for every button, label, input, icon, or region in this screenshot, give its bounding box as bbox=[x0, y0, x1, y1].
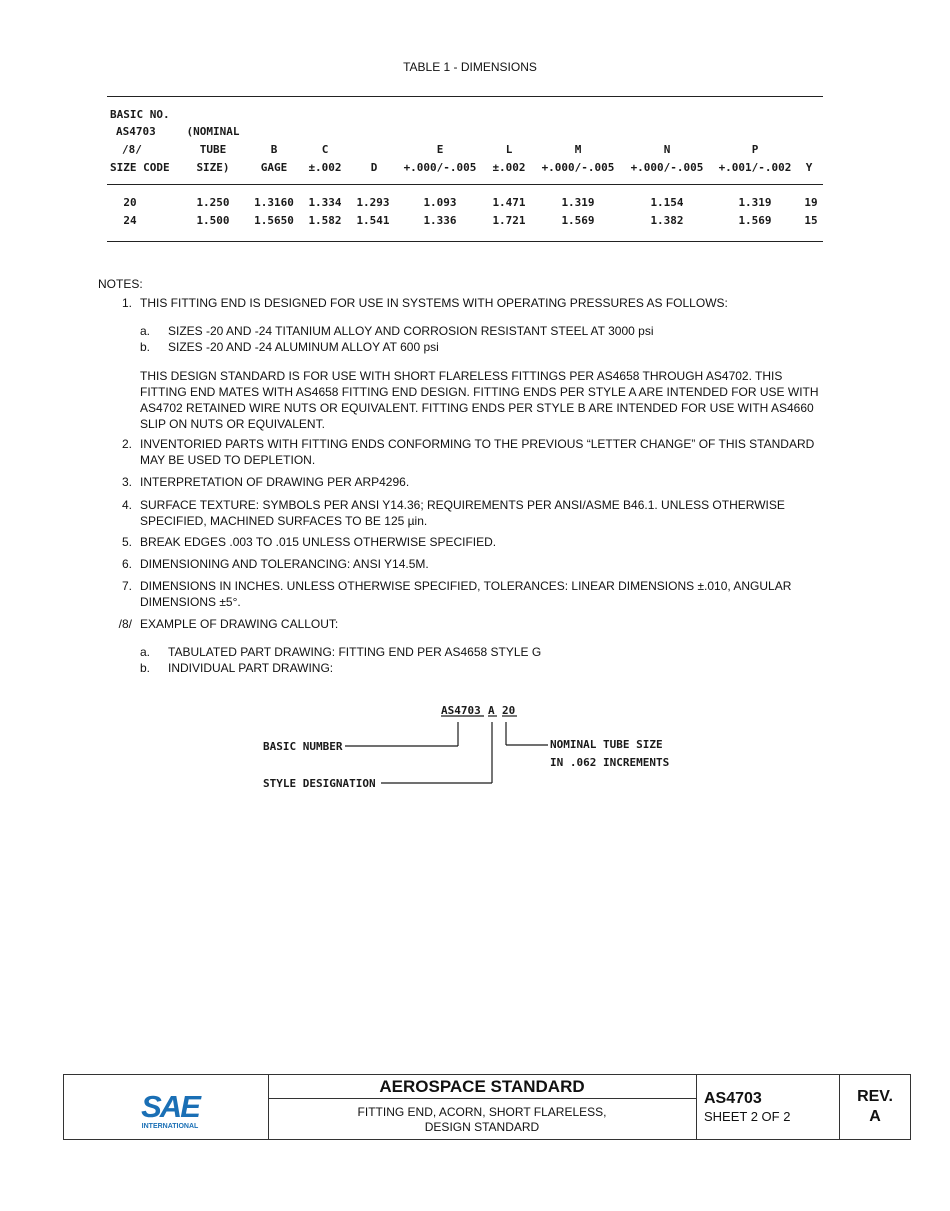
notes-heading: NOTES: bbox=[98, 277, 143, 291]
table-cell: 1.582 bbox=[308, 214, 342, 227]
header-n: N bbox=[663, 143, 671, 156]
title-block-divider bbox=[696, 1075, 697, 1139]
callout-size-code: 20 bbox=[502, 704, 516, 717]
table-top-rule bbox=[107, 96, 823, 97]
table-cell: 1.319 bbox=[738, 196, 772, 209]
table-cell: 1.334 bbox=[308, 196, 342, 209]
note-sub-letter: a. bbox=[140, 324, 151, 338]
note-3: INTERPRETATION OF DRAWING PER ARP4296. bbox=[140, 475, 410, 489]
table-cell: 1.471 bbox=[492, 196, 526, 209]
header-l: L bbox=[505, 143, 513, 156]
note-6: DIMENSIONING AND TOLERANCING: ANSI Y14.5M. bbox=[140, 557, 429, 571]
table-cell: 1.3160 bbox=[254, 196, 294, 209]
note-number: 5. bbox=[121, 535, 132, 549]
header-b: B bbox=[270, 143, 278, 156]
note-sub-letter: a. bbox=[140, 645, 151, 659]
header-l-tol: ±.002 bbox=[492, 161, 526, 174]
table-title: TABLE 1 - DIMENSIONS bbox=[403, 60, 537, 74]
note-7: DIMENSIONS IN INCHES. UNLESS OTHERWISE SPECIFIED, TOLERANCES: LINEAR DIMENSIONS ±.010, ANGULAR DIMENSIONS ±5°. bbox=[140, 579, 792, 609]
note-4: SURFACE TEXTURE: SYMBOLS PER ANSI Y14.36; REQUIREMENTS PER ANSI/ASME B46.1. UNLESS OTHERWISE SPECIFIED, MACHINED SURFACES TO BE 125 µin. bbox=[140, 498, 785, 528]
note-number: 1. bbox=[121, 296, 132, 310]
note-number: 3. bbox=[121, 475, 132, 489]
callout-nominal-l2: IN .062 INCREMENTS bbox=[550, 756, 670, 769]
document-number: AS4703 bbox=[704, 1090, 762, 1107]
header-nominal-l2: TUBE bbox=[199, 143, 227, 156]
table-bottom-rule bbox=[107, 241, 823, 242]
note-sub-letter: b. bbox=[140, 340, 151, 354]
header-y: Y bbox=[805, 161, 813, 174]
header-basic-l1: BASIC NO. bbox=[110, 108, 170, 121]
callout-nominal-l1: NOMINAL TUBE SIZE bbox=[550, 738, 663, 751]
callout-diagram bbox=[255, 700, 695, 800]
subtitle-line-1: FITTING END, ACORN, SHORT FLARELESS, bbox=[357, 1105, 607, 1119]
table-cell: 1.541 bbox=[356, 214, 390, 227]
title-block bbox=[63, 1074, 911, 1140]
table-cell: 20 bbox=[123, 196, 137, 209]
note-number: 4. bbox=[121, 498, 132, 512]
title-block-title: AEROSPACE STANDARD bbox=[379, 1077, 585, 1096]
header-p: P bbox=[751, 143, 759, 156]
table-header-rule bbox=[107, 184, 823, 185]
table-cell: 1.154 bbox=[650, 196, 684, 209]
table-cell: 1.336 bbox=[423, 214, 457, 227]
note-1a: SIZES -20 AND -24 TITANIUM ALLOY AND CORROSION RESISTANT STEEL AT 3000 psi bbox=[168, 324, 654, 338]
note-8a: TABULATED PART DRAWING: FITTING END PER AS4658 STYLE G bbox=[168, 645, 542, 659]
note-number: 2. bbox=[121, 437, 132, 451]
table-cell: 1.250 bbox=[196, 196, 230, 209]
sae-logo bbox=[134, 1087, 206, 1131]
note-number: /8/ bbox=[118, 617, 132, 631]
table-cell: 19 bbox=[804, 196, 818, 209]
note-5: BREAK EDGES .003 TO .015 UNLESS OTHERWISE SPECIFIED. bbox=[140, 535, 497, 549]
callout-style-letter: A bbox=[488, 704, 495, 717]
sae-logo-text: SAE bbox=[141, 1089, 199, 1124]
table-cell: 24 bbox=[123, 214, 137, 227]
table-cell: 1.569 bbox=[561, 214, 595, 227]
note-8: EXAMPLE OF DRAWING CALLOUT: bbox=[140, 617, 339, 631]
header-nominal-l1: (NOMINAL bbox=[186, 125, 240, 138]
table-cell: 1.500 bbox=[196, 214, 230, 227]
note-sub-letter: b. bbox=[140, 661, 151, 675]
revision-value: A bbox=[869, 1108, 881, 1125]
callout-basic-number: BASIC NUMBER bbox=[263, 740, 343, 753]
header-basic-l2: AS4703 bbox=[116, 125, 156, 138]
revision bbox=[839, 1087, 911, 1127]
header-c-tol: ±.002 bbox=[308, 161, 342, 174]
callout-part-number: AS4703 bbox=[441, 704, 481, 717]
header-n-tol: +.000/-.005 bbox=[630, 161, 704, 174]
title-block-divider bbox=[268, 1098, 696, 1099]
note-1: THIS FITTING END IS DESIGNED FOR USE IN SYSTEMS WITH OPERATING PRESSURES AS FOLLOWS: bbox=[140, 296, 728, 310]
header-e-tol: +.000/-.005 bbox=[403, 161, 477, 174]
subtitle-line-2: DESIGN STANDARD bbox=[424, 1120, 540, 1134]
table-cell: 1.721 bbox=[492, 214, 526, 227]
table-cell: 1.319 bbox=[561, 196, 595, 209]
header-b-gage: GAGE bbox=[260, 161, 288, 174]
table-cell: 15 bbox=[804, 214, 818, 227]
sheet-number: SHEET 2 OF 2 bbox=[704, 1109, 791, 1124]
header-m-tol: +.000/-.005 bbox=[541, 161, 615, 174]
revision-label: REV. bbox=[857, 1088, 893, 1105]
header-p-tol: +.001/-.002 bbox=[718, 161, 792, 174]
note-2: INVENTORIED PARTS WITH FITTING ENDS CONFORMING TO THE PREVIOUS “LETTER CHANGE” OF THIS STANDARD MAY BE USED TO DEPLETION. bbox=[140, 437, 815, 467]
table-cell: 1.293 bbox=[356, 196, 390, 209]
header-basic-l4: SIZE CODE bbox=[110, 161, 170, 174]
note-1b: SIZES -20 AND -24 ALUMINUM ALLOY AT 600 psi bbox=[168, 340, 439, 354]
callout-style-designation: STYLE DESIGNATION bbox=[263, 777, 376, 790]
note-number: 6. bbox=[121, 557, 132, 571]
note-8b: INDIVIDUAL PART DRAWING: bbox=[168, 661, 334, 675]
header-e: E bbox=[436, 143, 444, 156]
title-block-subtitle bbox=[268, 1105, 696, 1135]
table-cell: 1.569 bbox=[738, 214, 772, 227]
header-d: D bbox=[370, 161, 378, 174]
header-basic-l3: /8/ bbox=[122, 143, 142, 156]
table-cell: 1.5650 bbox=[254, 214, 294, 227]
header-c: C bbox=[321, 143, 329, 156]
note-number: 7. bbox=[121, 579, 132, 593]
table-cell: 1.093 bbox=[423, 196, 457, 209]
dimensions-table bbox=[107, 94, 823, 250]
header-nominal-l3: SIZE) bbox=[196, 161, 230, 174]
notes-section bbox=[96, 276, 836, 676]
header-m: M bbox=[574, 143, 582, 156]
sae-logo-subtext: INTERNATIONAL bbox=[141, 1123, 199, 1130]
note-1-paragraph: THIS DESIGN STANDARD IS FOR USE WITH SHORT FLARELESS FITTINGS PER AS4658 THROUGH AS4702. THIS FITTING END MATES WITH AS4658 FITTING END DESIGN. FITTING ENDS PER STYLE A ARE INTENDED FOR USE WITH AS4702 RETAINED WIRE NUTS OR EQUIVALENT. FITTING ENDS PER STYLE B ARE INTENDED FOR USE WITH AS4660 SLIP ON NUTS OR EQUIVALENT. bbox=[140, 369, 819, 431]
table-cell: 1.382 bbox=[650, 214, 684, 227]
